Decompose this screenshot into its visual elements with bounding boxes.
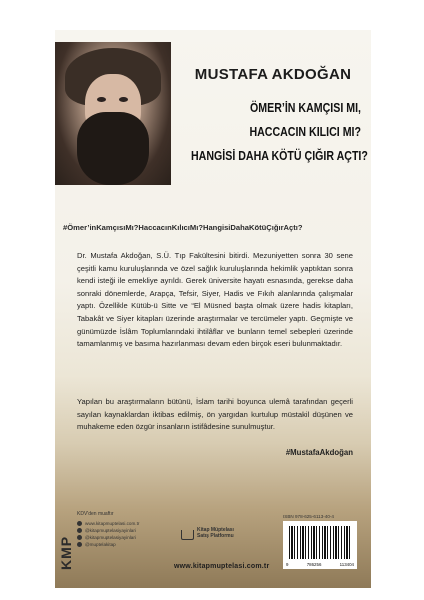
social-item-label: @kitapmuptelasiyayinlari [85,528,136,533]
social-links [77,511,139,548]
author-bio-paragraph: Dr. Mustafa Akdoğan, S.Ü. Tıp Fakültesini bitirdi. Mezuniyetten sonra 30 sene çeşitli kamu kuruluşlarında ve özel sağlık kuruluşlarında hekimlik yaptıktan sonra kendi isteği ile emekliye ayrıldı. Gerek üniversite hayatı esnasında, gerekse daha sonraki dönemlerde, Arapça, Tefsir, Siyer, Hadis ve Fıkıh alanlarında çalışmalar yaptı. Özellikle Kütüb-ü Sitte ve “El Müsned başta olmak üzere hadis kitapları, Tabakât ve Siyer kitapları üzerinde araştırmalar ve tercümeler yaptı. Geçmişte ve günümüzde İslâm Toplumlarındaki ihtilâflar ve bunların temel sebepleri üzerinde tamamlanmış ve basıma hazırlanması devam eden birçok eseri bulunmaktadır. [77,251,353,349]
social-item-instagram [77,527,139,534]
website-url: www.kitapmuptelasi.com.tr [174,563,270,570]
barcode-digit-group: 9 [286,562,289,567]
social-item-twitter [77,541,139,548]
platform-line-2: Satış Platformu [197,533,234,539]
book-back-cover [55,30,371,588]
author-eye-left [97,97,106,102]
social-item-facebook [77,534,139,541]
title-line-1: ÖMER’İN KAMÇISI MI, [250,101,361,115]
sales-platform-label [197,527,234,539]
author-photo [55,42,171,185]
social-item-label: @kitapmuptelasiyayinlari [85,535,136,540]
book-title [191,96,368,168]
title-line-2: HACCACIN KILICI MI? [249,125,361,139]
social-item-web [77,520,139,527]
shopping-cart-icon [181,530,194,540]
tax-note: KDV'den muaftır [77,511,114,517]
twitter-icon [77,542,82,547]
barcode-bars [289,526,351,559]
platform-line-1: Kitap Müptelası [197,527,234,533]
publisher-logo: KMP [58,535,74,570]
book-description-paragraph: Yapılan bu araştırmaların bütünü, İslam tarihi boyunca ulemâ tarafından geçerli sayılan kaynaklardan iktibas edilmiş, ön yargıdan kurtulup müstakil düşünen ve muhakeme eden özgür insanların istifâdesine sunulmuştur. [77,397,353,432]
globe-icon [77,521,82,526]
title-hashtag: #Ömer’inKamçısıMı?HaccacınKılıcıMı?HangisiDahaKötüÇığırAçtı? [63,223,303,232]
isbn-barcode [283,521,357,569]
author-hashtag: #MustafaAkdoğan [285,448,353,457]
isbn-label: ISBN 978-625-6113-40-4 [283,514,334,519]
barcode-digits [286,562,354,567]
author-eye-right [119,97,128,102]
title-line-3: HANGİSİ DAHA KÖTÜ ÇIĞIR AÇTI? [191,149,368,163]
author-name: MUSTAFA AKDOĞAN [194,66,352,83]
barcode-digit-group: 786256 [306,562,322,567]
author-beard [77,112,149,185]
instagram-icon [77,528,82,533]
facebook-icon [77,535,82,540]
social-item-label: www.kitapmuptelasi.com.tr [85,521,140,526]
barcode-digit-group: 113404 [339,562,354,567]
social-item-label: @muptelakitap [85,542,116,547]
